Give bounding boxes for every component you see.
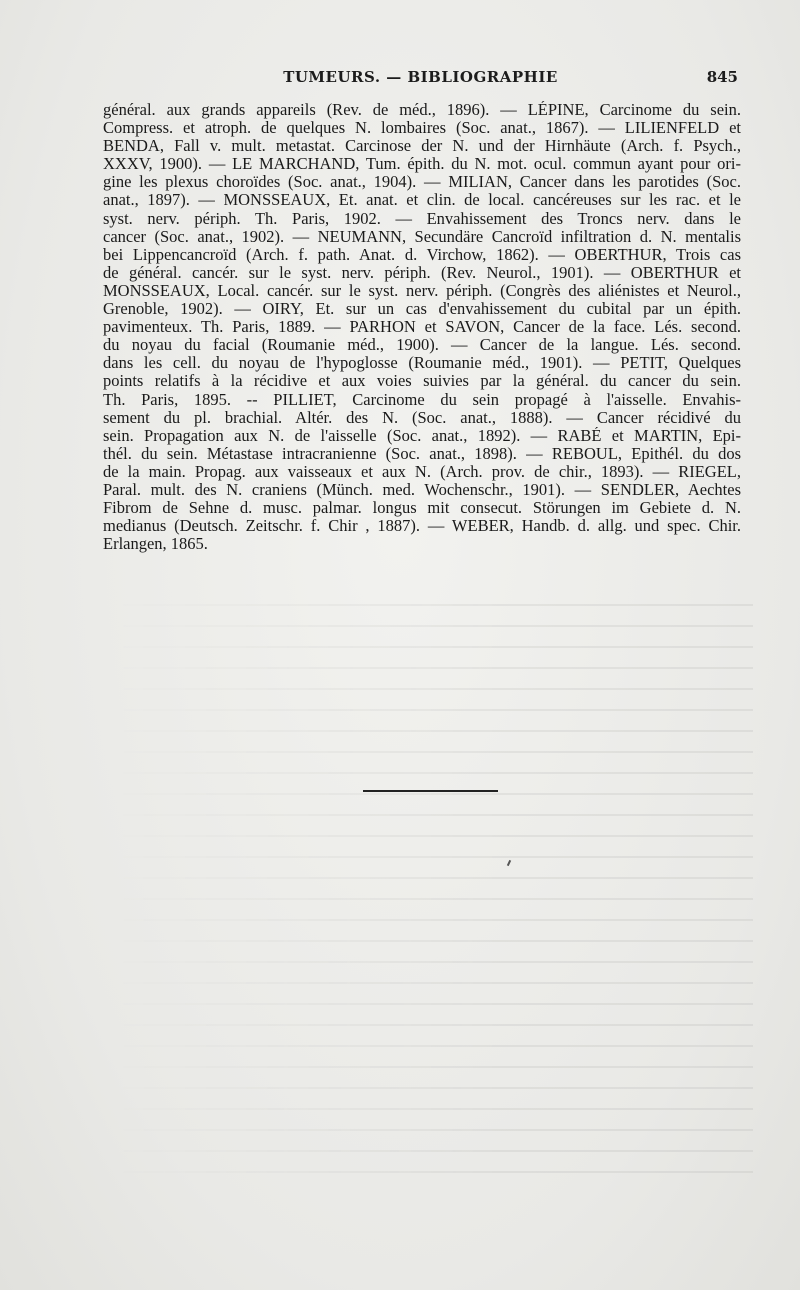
bibliography-line: gine les plexus choroïdes (Soc. anat., 1904). — MILIAN, Cancer dans les parotides (Soc.	[103, 173, 741, 192]
bibliography-line: Compress. et atroph. de quelques N. lombaires (Soc. anat., 1867). — LILIENFELD et	[103, 119, 741, 138]
bibliography-line: points relatifs à la récidive et aux voies suivies par la général. du cancer du sein.	[103, 372, 741, 391]
bibliography-line: syst. nerv. périph. Th. Paris, 1902. — Envahissement des Troncs nerv. dans le	[103, 209, 741, 228]
bibliography-line: Grenoble, 1902). — OIRY, Et. sur un cas d'envahissement du cubital par un épith.	[103, 300, 741, 319]
bibliography-line: medianus (Deutsch. Zeitschr. f. Chir , 1887). — WEBER, Handb. d. allg. und spec. Chir.	[103, 517, 741, 536]
page-header	[103, 68, 738, 90]
bibliography-line: sement du pl. brachial. Altér. des N. (Soc. anat., 1888). — Cancer récidivé du	[103, 408, 741, 427]
bibliography-line: de la main. Propag. aux vaisseaux et aux N. (Arch. prov. de chir., 1893). — RIEGEL,	[103, 462, 741, 481]
bibliography-block	[103, 101, 741, 553]
bibliography-line: anat., 1897). — MONSSEAUX, Et. anat. et clin. de local. cancéreuses sur les rac. et le	[103, 191, 741, 210]
bibliography-line: Erlangen, 1865.	[103, 535, 208, 554]
page-number: 845	[706, 68, 738, 86]
bibliography-line: BENDA, Fall v. mult. metastat. Carcinose der N. und der Hirnhäute (Arch. f. Psych.,	[103, 137, 741, 156]
section-end-rule	[363, 790, 498, 792]
bibliography-line: général. aux grands appareils (Rev. de méd., 1896). — LÉPINE, Carcinome du sein.	[103, 101, 741, 119]
bibliography-line: XXXV, 1900). — LE MARCHAND, Tum. épith. du N. mot. ocul. commun ayant pour ori-	[103, 155, 741, 174]
show-through-texture	[103, 590, 753, 1190]
bibliography-line: Fibrom de Sehne d. musc. palmar. longus mit consecut. Störungen im Gebiete d. N.	[103, 499, 741, 518]
bibliography-line: MONSSEAUX, Local. cancér. sur le syst. nerv. périph. (Congrès des aliénistes et Neurol.,	[103, 281, 741, 300]
bibliography-line: thél. du sein. Métastase intracranienne (Soc. anat., 1898). — REBOUL, Epithél. du dos	[103, 444, 741, 463]
bibliography-line: du noyau du facial (Roumanie méd., 1900). — Cancer de la langue. Lés. second.	[103, 336, 741, 355]
running-title: TUMEURS. — BIBLIOGRAPHIE	[283, 68, 558, 86]
bibliography-line: sein. Propagation aux N. de l'aisselle (Soc. anat., 1892). — RABÉ et MARTIN, Epi-	[103, 426, 741, 445]
bibliography-line: bei Lippencancroïd (Arch. f. path. Anat. d. Virchow, 1862). — OBERTHUR, Trois cas	[103, 245, 741, 264]
bibliography-line: Th. Paris, 1895. -- PILLIET, Carcinome du sein propagé à l'aisselle. Envahis-	[103, 390, 741, 409]
bibliography-line: pavimenteux. Th. Paris, 1889. — PARHON et SAVON, Cancer de la face. Lés. second.	[103, 318, 741, 337]
bibliography-line: cancer (Soc. anat., 1902). — NEUMANN, Secundäre Cancroïd infiltration d. N. mentalis	[103, 227, 741, 246]
bibliography-line: Paral. mult. des N. craniens (Münch. med. Wochenschr., 1901). — SENDLER, Aechtes	[103, 480, 741, 499]
bibliography-line: dans les cell. du noyau de l'hypoglosse (Roumanie méd., 1901). — PETIT, Quelques	[103, 354, 741, 373]
bibliography-line: de général. cancér. sur le syst. nerv. périph. (Rev. Neurol., 1901). — OBERTHUR et	[103, 263, 741, 282]
